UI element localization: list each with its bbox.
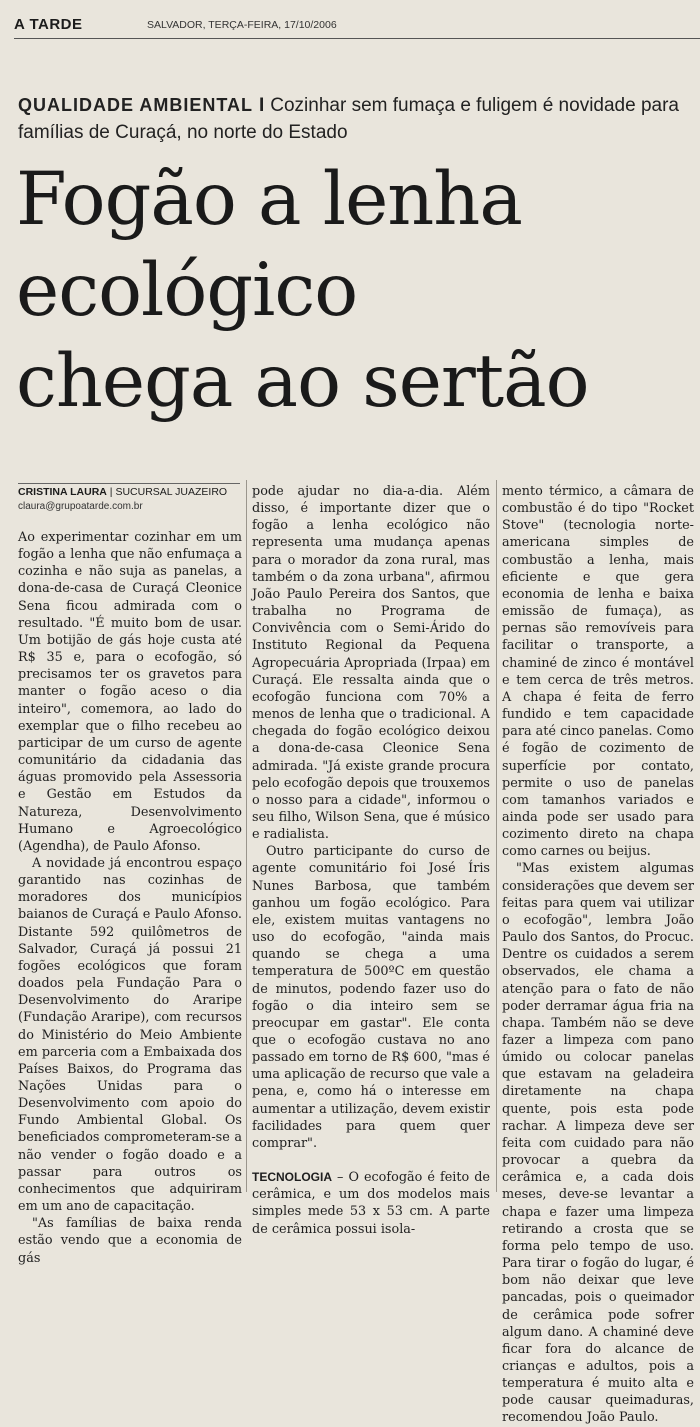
- masthead: [14, 16, 700, 39]
- byline: [18, 483, 240, 498]
- paragraph: "Mas existem algumas considerações que devem ser feitas para quem vai utilizar o ecofogão", lembra João Paulo dos Santos, do Procuc. Dentre os cuidados a serem observados, ele chama a atenção para o fato de não poder derramar água fria na chapa. Também não se deve fazer a limpeza com pano úmido ou colocar panelas que estavam na geladeira diretamente na chapa quente, pois esta pode rachar. A limpeza deve ser feita com cuidado para não provocar a quebra da cerâmica e, a cada dois meses, deve-se levantar a chapa e fazer uma limpeza retirando a crosta que se forma pelo tempo de uso. Para tirar o fogão do lugar, é bom não deixar que leve pancadas, pois o queimador de cerâmica pode sofrer algum dano. A chaminé deve ficar fora do alcance de crianças e adultos, pois a temperatura é muito alta e pode causar queimaduras, recomendou João Paulo.: [502, 861, 694, 1426]
- kicker-subtitle: Cozinhar sem fumaça e fuligem é novidade para famílias de Curaçá, no norte do Estado: [18, 95, 679, 143]
- paragraph: "As famílias de baixa renda estão vendo que a economia de gás: [18, 1216, 242, 1266]
- kicker-line: [18, 92, 698, 146]
- paragraph: [252, 1169, 490, 1238]
- paragraph: Outro participante do curso de agente comunitário foi José Íris Nunes Barbosa, que também ganhou um fogão ecológico. Para ele, existem muitas vantagens no uso do ecofogão, "ainda mais quando se chega a uma temperatura de 500ºC em questão de minutos, podendo fazer uso do fogão o dia inteiro sem se preocupar em gastar". Ele conta que o ecofogão custava no ano passado em torno de R$ 600, "mas é uma aplicação de recurso que vale a pena, e, como há o interesse em aumentar a utilização, devem existir facilidades para quem quer comprar".: [252, 844, 490, 1151]
- column-rule: [496, 480, 497, 1192]
- article-column-3: [502, 483, 694, 1427]
- headline-line-2: ecológico: [16, 248, 358, 333]
- paragraph: mento térmico, a câmara de combustão é do tipo "Rocket Stove" (tecnologia norte-americana simples de combustão a lenha, mais eficiente e que gera economia de lenha e baixa emissão de fumaça), as pernas são removíveis para facilitar o transporte, a chaminé de zinco é montável e tem cerca de três metros. A chapa é feita de ferro fundido e tem capacidade para até cinco panelas. Como é fogão de cozimento de superfície por contato, permite o uso de panelas com tamanhos variados e ainda pode ser usado para cozimento direto na chapa como carnes ou beijus.: [502, 484, 694, 860]
- headline-line-3: chega ao sertão: [16, 339, 589, 424]
- dateline: SALVADOR, TERÇA-FEIRA, 17/10/2006: [147, 19, 337, 31]
- section-subhead: TECNOLOGIA: [252, 1170, 332, 1185]
- column-rule: [246, 480, 247, 1192]
- bureau-name: SUCURSAL JUAZEIRO: [115, 486, 228, 498]
- paragraph: Ao experimentar cozinhar em um fogão a lenha que não enfumaça a cozinha e não suja as panelas, a dona-de-casa de Curaçá Cleonice Sena ficou admirada com o resultado. "É muito bom de usar. Um botijão de gás hoje custa até R$ 35 e, para o ecofogão, só precisamos ter os gravetos para manter o fogão aceso o dia inteiro", comemora, ao lado do exemplar que o filho recebeu ao participar de um curso de agente comunitário da cidadania das águas promovido pela Assessoria e Gestão em Estudos da Natureza, Desenvolvimento Humano e Agroecológico (Agendha), de Paulo Afonso.: [18, 530, 242, 854]
- paragraph-text: O ecofogão é feito de cerâmica, e um dos modelos mais simples mede 53 x 53 cm. A parte de cerâmica possui isola-: [252, 1170, 490, 1237]
- headline: [16, 154, 696, 427]
- byline-divider: |: [109, 486, 113, 498]
- headline-line-1: Fogão a lenha: [16, 157, 522, 242]
- paragraph: pode ajudar no dia-a-dia. Além disso, é importante dizer que o fogão a lenha ecológico não representa uma mudança apenas para o morador da zona rural, mas também o da zona urbana", afirmou João Paulo Pereira dos Santos, que trabalha no Programa de Convivência com o Semi-Árido do Instituto Regional da Pequena Agropecuária Apropriada (Irpaa) em Curaçá. Ele ressalta ainda que o ecofogão funciona com 70% a menos de lenha que o tradicional. A chegada do fogão ecológico deixou a dona-de-casa Cleonice Sena admirada. "Já existe grande procura pelo ecofogão depois que trouxemos o nosso para a cidade", informou o seu filho, Wilson Sena, que é músico e radialista.: [252, 484, 490, 843]
- author-email: claura@grupoatarde.com.br: [18, 501, 143, 512]
- article-column-2: [252, 483, 490, 1238]
- paragraph: A novidade já encontrou espaço garantido nas cozinhas de moradores dos municípios baianos de Curaçá e Paulo Afonso. Distante 592 quilômetros de Salvador, Curaçá já possui 21 fogões ecológicos que foram doados pela Fundação Para o Desenvolvimento do Araripe (Fundação Araripe), com recursos do Ministério do Meio Ambiente em parceria com a Embaixada dos Países Baixos, do Programa das Nações Unidas para o Desenvolvimento com apoio do Fundo Ambiental Global. Os beneficiados comprometeram-se a não vender o fogão doado e a passar para outros os conhecimentos que adquiriram em um ano de capacitação.: [18, 855, 242, 1215]
- newspaper-logo: A TARDE: [14, 16, 83, 33]
- article-column-1: [18, 529, 242, 1267]
- author-name: CRISTINA LAURA: [18, 486, 107, 498]
- subhead-dash: –: [337, 1170, 344, 1186]
- kicker-separator: I: [258, 95, 265, 116]
- section-kicker: QUALIDADE AMBIENTAL: [18, 95, 253, 115]
